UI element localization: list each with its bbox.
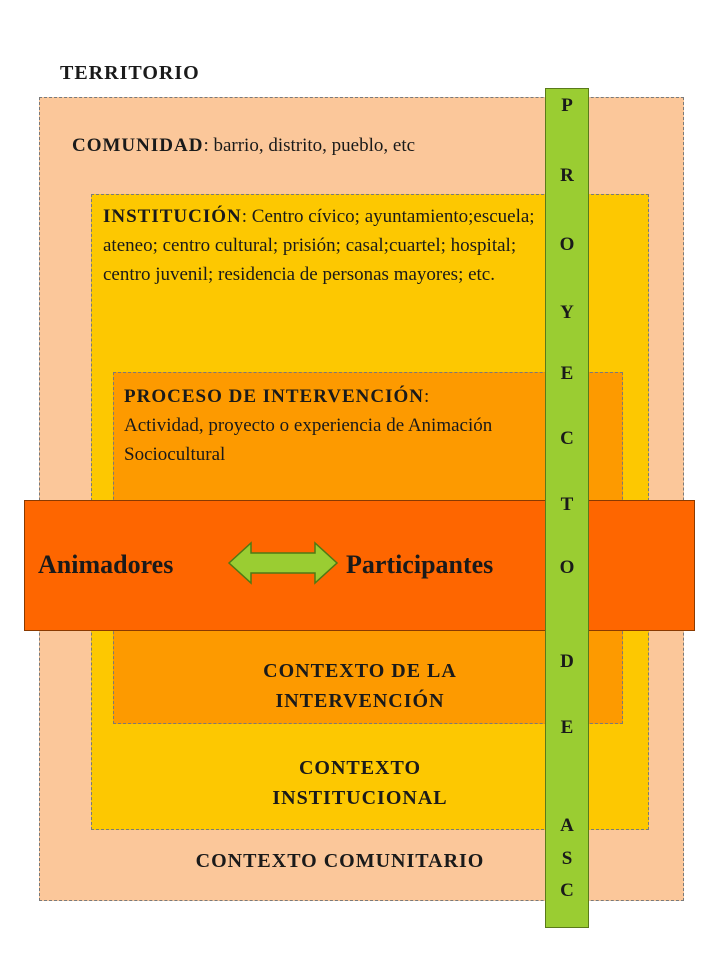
proyecto-letter: C [560, 880, 574, 901]
proyecto-letter: A [560, 815, 574, 836]
comunidad-desc: : barrio, distrito, pueblo, etc [203, 135, 416, 156]
proyecto-letter: S [561, 848, 573, 869]
contexto-intervencion-line1: CONTEXTO DE LA [263, 660, 457, 682]
participantes-label: Participantes [346, 550, 494, 579]
comunidad-title: COMUNIDAD [72, 135, 204, 156]
contexto-institucional-label [230, 753, 490, 813]
proceso-title: PROCESO DE INTERVENCIÓN [124, 386, 424, 407]
proyecto-letter: P [561, 95, 573, 116]
proyecto-letter: T [560, 494, 574, 515]
animadores-label: Animadores [38, 550, 174, 579]
contexto-institucional-line2: INSTITUCIONAL [272, 787, 448, 809]
proyecto-letter: E [560, 717, 574, 738]
proceso-text [124, 382, 544, 469]
proyecto-letter: D [560, 651, 574, 672]
institucion-title: INSTITUCIÓN [103, 206, 242, 227]
proyecto-letter: O [559, 234, 575, 255]
double-arrow-icon [227, 541, 339, 585]
comunidad-text [72, 131, 452, 160]
proyecto-letter: E [560, 363, 574, 384]
proyecto-letter: O [559, 557, 575, 578]
territorio-label: TERRITORIO [60, 62, 200, 84]
institucion-desc: : Centro cívico; ayuntamiento;escuela; ateneo; centro cultural; prisión; casal;cuartel; hospital; centro juvenil; residencia de personas mayores; etc. [103, 206, 535, 285]
proyecto-letter: Y [560, 302, 574, 323]
proyecto-letter: C [560, 428, 574, 449]
institucion-text [103, 202, 543, 289]
proceso-colon: : [423, 386, 430, 407]
proceso-desc: Actividad, proyecto o experiencia de Animación Sociocultural [124, 415, 493, 465]
contexto-intervencion-label [210, 656, 510, 716]
contexto-institucional-line1: CONTEXTO [298, 757, 422, 779]
contexto-comunitario-label: CONTEXTO COMUNITARIO [195, 850, 485, 872]
proyecto-letter: R [560, 165, 574, 186]
contexto-intervencion-line2: INTERVENCIÓN [275, 690, 445, 712]
